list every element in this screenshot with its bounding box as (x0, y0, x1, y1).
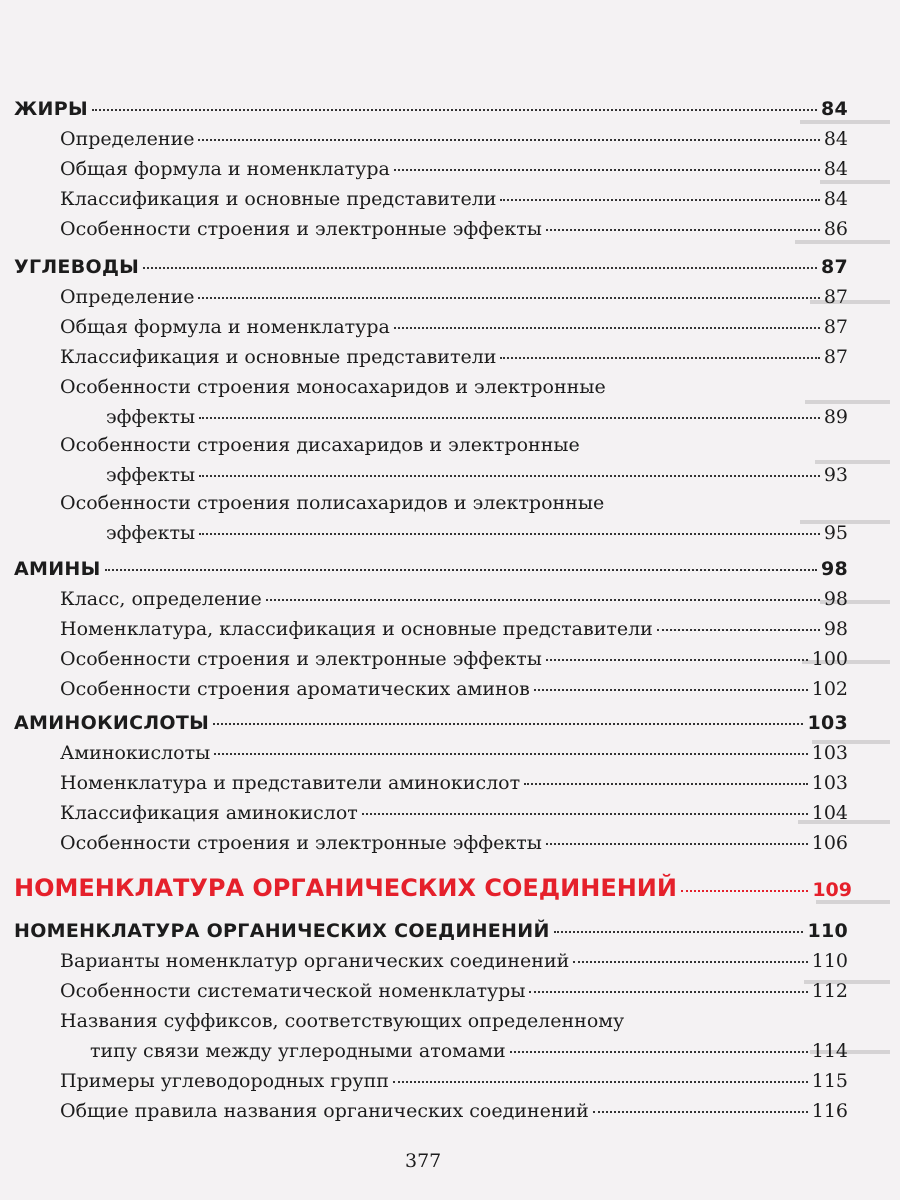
toc-entry (106, 464, 848, 486)
toc-entry (60, 128, 848, 150)
toc-page-number: 86 (823, 218, 848, 240)
toc-page-number: 106 (811, 832, 848, 854)
toc-entry-label: Аминокислоты (60, 742, 211, 764)
toc-page-number: 84 (823, 158, 848, 180)
toc-entry-label: Определение (60, 128, 195, 150)
dot-leader (199, 532, 820, 535)
toc-entry (60, 618, 848, 640)
dot-leader (394, 168, 820, 171)
toc-entry (90, 1040, 848, 1062)
dot-leader (524, 782, 808, 785)
dot-leader (534, 688, 808, 691)
toc-section (14, 920, 848, 942)
toc-page-number: 84 (823, 188, 848, 210)
toc-page-number: 98 (820, 558, 848, 580)
toc-entry (106, 406, 848, 428)
toc-entry-label: АМИНОКИСЛОТЫ (14, 712, 210, 734)
toc-entry (106, 522, 848, 544)
dot-leader (393, 1080, 808, 1083)
toc-page-number: 84 (820, 98, 848, 120)
dot-leader (657, 628, 820, 631)
toc-entry-line: Особенности строения дисахаридов и электронные (60, 434, 580, 456)
toc-page-number: 103 (811, 742, 848, 764)
toc-page-number: 103 (807, 712, 848, 734)
toc-page-number: 87 (823, 316, 848, 338)
toc-section (14, 712, 848, 734)
toc-entry-label: эффекты (106, 522, 196, 544)
toc-entry (60, 772, 848, 794)
toc-section (14, 256, 848, 278)
toc-page-number: 109 (812, 879, 852, 901)
dot-leader (266, 598, 820, 601)
dot-leader (199, 474, 820, 477)
toc-entry-label: Классификация аминокислот (60, 802, 358, 824)
toc-page-number: 98 (823, 618, 848, 640)
toc-page-number: 112 (811, 980, 848, 1002)
toc-entry-label: Класс, определение (60, 588, 262, 610)
toc-entry-label: УГЛЕВОДЫ (14, 256, 140, 278)
toc-page-number: 116 (811, 1100, 848, 1122)
toc-entry-label: Особенности строения ароматических аминов (60, 678, 530, 700)
toc-entry (60, 218, 848, 240)
toc-entry-label: Номенклатура, классификация и основные представители (60, 618, 653, 640)
toc-entry-label: эффекты (106, 464, 196, 486)
toc-entry-label: Определение (60, 286, 195, 308)
toc-section (14, 98, 848, 120)
dot-leader (546, 658, 808, 661)
toc-page-number: 104 (811, 802, 848, 824)
toc-page-number: 100 (811, 648, 848, 670)
toc-page-number: 87 (820, 256, 848, 278)
dot-leader (394, 326, 820, 329)
page-number: 377 (405, 1150, 442, 1172)
dot-leader (546, 842, 808, 845)
toc-entry-label: ЖИРЫ (14, 98, 88, 120)
toc-entry-label: эффекты (106, 406, 196, 428)
dot-leader (213, 722, 803, 725)
dot-leader (510, 1050, 808, 1053)
toc-page-number: 114 (811, 1040, 848, 1062)
toc-entry (60, 678, 848, 700)
toc-entry-label: Особенности систематической номенклатуры (60, 980, 526, 1002)
toc-entry-line: Особенности строения полисахаридов и электронные (60, 492, 605, 514)
toc-page-number: 84 (823, 128, 848, 150)
toc-page-number: 110 (811, 950, 848, 972)
toc-entry-label: типу связи между углеродными атомами (90, 1040, 506, 1062)
toc-page-number: 89 (823, 406, 848, 428)
dot-leader (500, 356, 819, 359)
toc-section (14, 558, 848, 580)
toc-entry (60, 158, 848, 180)
toc-page-number: 115 (811, 1070, 848, 1092)
toc-entry-label: Классификация и основные представители (60, 188, 497, 210)
toc-entry (60, 950, 848, 972)
toc-entry (60, 316, 848, 338)
toc-entry-label: Варианты номенклатур органических соединений (60, 950, 570, 972)
toc-entry-label: АМИНЫ (14, 558, 101, 580)
dot-leader (199, 416, 820, 419)
toc-entry-line: Особенности строения моносахаридов и электронные (60, 376, 606, 398)
dot-leader (92, 108, 817, 111)
toc-entry (60, 188, 848, 210)
dot-leader (529, 990, 807, 993)
toc-entry-label: Общая формула и номенклатура (60, 316, 390, 338)
dot-leader (362, 812, 808, 815)
toc-entry (60, 286, 848, 308)
toc-entry-line: Названия суффиксов, соответствующих определенному (60, 1010, 625, 1032)
toc-page-number: 103 (811, 772, 848, 794)
toc-page-number: 95 (823, 522, 848, 544)
toc-entry (60, 588, 848, 610)
dot-leader (198, 138, 819, 141)
dot-leader (554, 930, 804, 933)
toc-entry (60, 346, 848, 368)
toc-page-number: 98 (823, 588, 848, 610)
toc-chapter (14, 874, 852, 902)
toc-entry (60, 1070, 848, 1092)
toc-entry-label: НОМЕНКЛАТУРА ОРГАНИЧЕСКИХ СОЕДИНЕНИЙ (14, 920, 550, 942)
toc-page-number: 110 (807, 920, 848, 942)
dot-leader (573, 960, 807, 963)
toc-entry (60, 980, 848, 1002)
toc-entry-label: Классификация и основные представители (60, 346, 497, 368)
dot-leader (593, 1110, 808, 1113)
toc-entry-label: Общая формула и номенклатура (60, 158, 390, 180)
toc-entry-label: Особенности строения и электронные эффекты (60, 832, 542, 854)
toc-entry-label: НОМЕНКЛАТУРА ОРГАНИЧЕСКИХ СОЕДИНЕНИЙ (14, 874, 677, 902)
dot-leader (143, 266, 817, 269)
dot-leader (105, 568, 817, 571)
toc-entry-label: Номенклатура и представители аминокислот (60, 772, 521, 794)
dot-leader (500, 198, 819, 201)
toc-page-number: 93 (823, 464, 848, 486)
toc-page-number: 87 (823, 286, 848, 308)
toc-entry-label: Особенности строения и электронные эффекты (60, 218, 542, 240)
toc-entry (60, 742, 848, 764)
toc-entry (60, 648, 848, 670)
toc-entry (60, 832, 848, 854)
toc-entry (60, 1100, 848, 1122)
toc-page-number: 102 (811, 678, 848, 700)
toc-entry-label: Общие правила названия органических соединений (60, 1100, 589, 1122)
dot-leader (681, 889, 808, 892)
toc-page-number: 87 (823, 346, 848, 368)
dot-leader (198, 296, 819, 299)
toc-entry (60, 802, 848, 824)
dot-leader (214, 752, 807, 755)
toc-entry-label: Особенности строения и электронные эффекты (60, 648, 542, 670)
toc-entry-label: Примеры углеводородных групп (60, 1070, 389, 1092)
dot-leader (546, 228, 820, 231)
